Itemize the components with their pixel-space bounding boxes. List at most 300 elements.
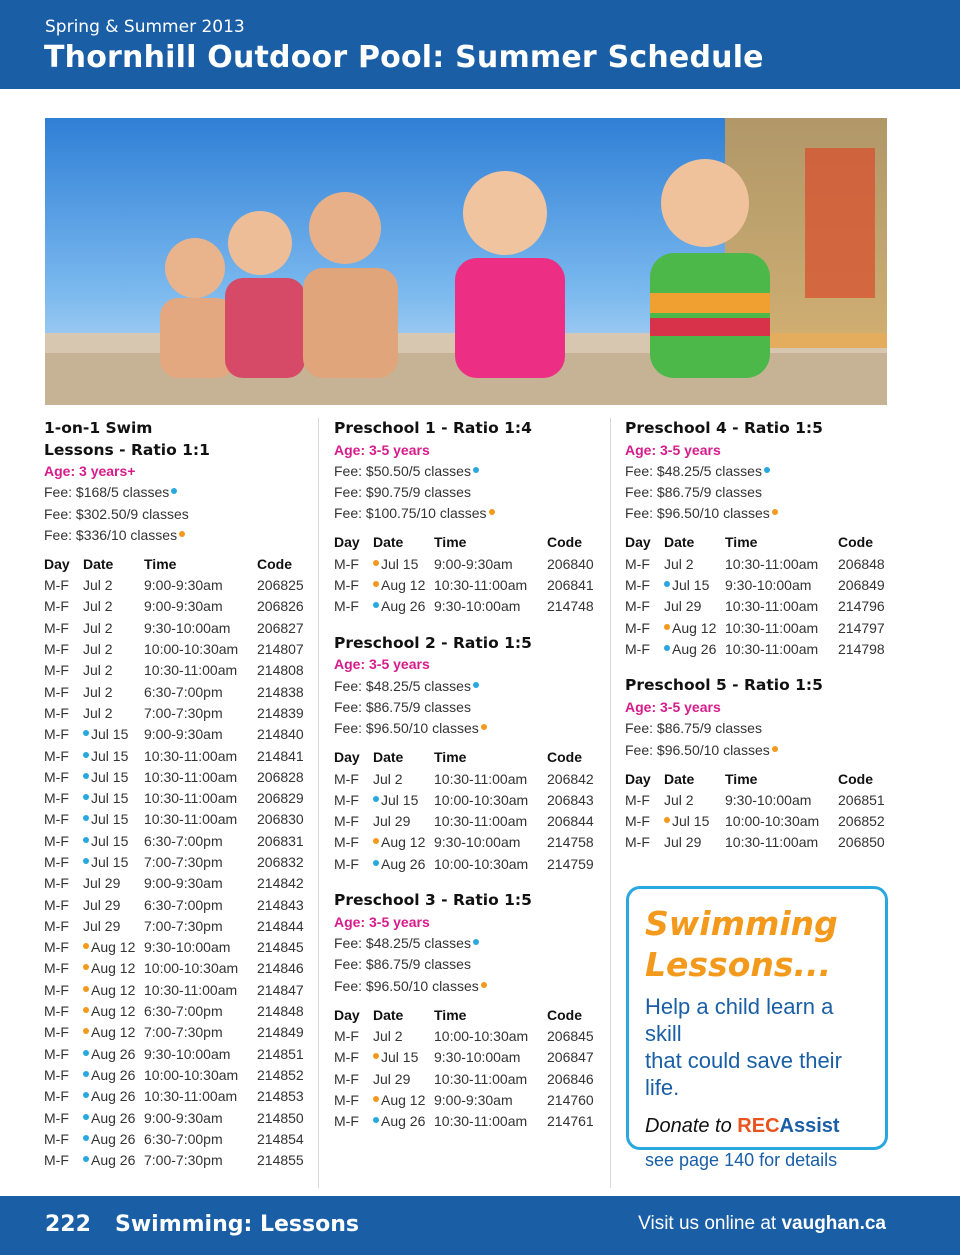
fee-line: [334, 976, 596, 997]
cell-time-text: 10:30-11:00am: [725, 598, 819, 615]
cell-date: [664, 617, 725, 638]
blue-dot-icon: [664, 581, 670, 587]
cell-time: [434, 853, 547, 874]
cell-day-text: M-F: [44, 768, 69, 785]
cell-day-text: M-F: [334, 855, 359, 872]
table-row: [44, 724, 306, 745]
cell-day-text: M-F: [625, 813, 650, 830]
cell-date-text: Aug 12: [91, 960, 136, 977]
cell-code-text: 214797: [838, 619, 885, 636]
age-value: 3-5 years: [369, 441, 430, 458]
cell-code: [257, 681, 306, 702]
orange-dot-icon: [373, 1053, 379, 1059]
cell-day: [334, 1068, 373, 1089]
cell-time: [434, 1111, 547, 1132]
fee-text: Fee: $96.50/10 classes: [334, 720, 479, 737]
fee-text: Fee: $86.75/9 classes: [625, 720, 762, 737]
orange-dot-icon: [481, 724, 487, 730]
table-header-row: [334, 747, 596, 768]
table-row: [44, 1064, 306, 1085]
cell-date-text: Jul 2: [83, 641, 113, 658]
cell-day: [334, 553, 373, 574]
cell-date: [373, 1047, 434, 1068]
cell-day: [625, 574, 664, 595]
cell-time-text: 10:30-11:00am: [725, 834, 819, 851]
cell-date: [664, 638, 725, 659]
cell-time-text: 9:00-9:30am: [144, 598, 223, 615]
cell-time: [434, 1068, 547, 1089]
cell-date-text: Jul 15: [91, 853, 129, 870]
cell-code-text: 206825: [257, 577, 304, 594]
fee-text: Fee: $96.50/10 classes: [625, 741, 770, 758]
table-header-row: [625, 532, 887, 553]
column-header-time: Time: [434, 1006, 467, 1023]
cell-code-text: 214758: [547, 834, 594, 851]
cell-date: [83, 574, 144, 595]
cell-date-text: Aug 12: [91, 981, 136, 998]
cell-time: [725, 810, 838, 831]
cell-time-text: 10:30-11:00am: [434, 1070, 528, 1087]
cell-time: [144, 702, 257, 723]
cell-day-text: M-F: [334, 598, 359, 615]
cell-day-text: M-F: [334, 791, 359, 808]
cell-time-text: 9:00-9:30am: [144, 875, 223, 892]
schedule-table: [334, 1004, 596, 1132]
cell-time-text: 10:30-11:00am: [144, 981, 238, 998]
donate-line: [645, 1115, 869, 1138]
cell-date-text: Jul 15: [381, 1049, 419, 1066]
cell-day-text: M-F: [44, 832, 69, 849]
cell-day-text: M-F: [334, 576, 359, 593]
age-value: 3-5 years: [660, 441, 721, 458]
cell-date-text: Jul 29: [373, 1070, 411, 1087]
cell-code-text: 214759: [547, 855, 594, 872]
cell-time: [434, 789, 547, 810]
cell-date-text: Aug 26: [381, 855, 426, 872]
cell-code-text: 206842: [547, 770, 594, 787]
cell-day: [44, 638, 83, 659]
cell-code: [257, 787, 306, 808]
table-row: [44, 958, 306, 979]
assist-logo-text: Assist: [779, 1115, 840, 1137]
cell-code-text: 206851: [838, 791, 885, 808]
photo-illustration: [45, 118, 887, 405]
cell-date: [83, 1086, 144, 1107]
section-preschool3: [334, 890, 596, 1131]
blue-dot-icon: [83, 815, 89, 821]
cell-date: [83, 873, 144, 894]
column-header-day: Day: [625, 770, 651, 787]
column-header-time: Time: [434, 534, 467, 551]
cell-date: [373, 789, 434, 810]
cell-date: [83, 702, 144, 723]
cell-date: [83, 979, 144, 1000]
fee-line: [625, 461, 887, 482]
column-header-code: Code: [838, 534, 873, 551]
orange-dot-icon: [481, 982, 487, 988]
cell-time: [144, 958, 257, 979]
cell-code-text: 206845: [547, 1027, 594, 1044]
cell-code-text: 214849: [257, 1024, 304, 1041]
age-value: 3 years+: [79, 463, 136, 479]
cell-day-text: M-F: [44, 619, 69, 636]
table-row: [44, 1000, 306, 1021]
fee-line: [625, 718, 887, 739]
column-header-date: Date: [373, 749, 404, 766]
table-row: [625, 617, 887, 638]
table-row: [44, 851, 306, 872]
cell-date: [373, 1089, 434, 1110]
cell-day-text: M-F: [44, 641, 69, 658]
cell-day: [44, 787, 83, 808]
table-header-row: [44, 553, 306, 574]
column-header-date: Date: [664, 770, 695, 787]
cell-day-text: M-F: [334, 770, 359, 787]
fee-text: Fee: $96.50/10 classes: [625, 505, 770, 522]
cell-time-text: 6:30-7:00pm: [144, 832, 223, 849]
table-row: [44, 617, 306, 638]
cell-date: [83, 596, 144, 617]
cell-time: [144, 638, 257, 659]
cell-date: [664, 789, 725, 810]
cell-code-text: 214846: [257, 960, 304, 977]
cell-day-text: M-F: [44, 896, 69, 913]
cell-day: [44, 1064, 83, 1085]
cell-day: [334, 832, 373, 853]
blue-dot-icon: [473, 939, 479, 945]
blue-dot-icon: [83, 1071, 89, 1077]
cell-time-text: 10:00-10:30am: [725, 813, 820, 830]
table-row: [44, 915, 306, 936]
cell-code-text: 206843: [547, 791, 594, 808]
cell-date-text: Jul 29: [664, 834, 702, 851]
cell-date: [83, 830, 144, 851]
cell-date-text: Aug 12: [381, 1091, 426, 1108]
blue-dot-icon: [373, 860, 379, 866]
cell-date: [83, 660, 144, 681]
cell-day: [44, 958, 83, 979]
cell-day: [44, 1150, 83, 1171]
cell-code-text: 206846: [547, 1070, 594, 1087]
table-row: [625, 810, 887, 831]
fee-line: [625, 482, 887, 503]
cell-date: [373, 768, 434, 789]
blue-dot-icon: [83, 794, 89, 800]
cell-code-text: 214852: [257, 1066, 304, 1083]
cell-date-text: Aug 26: [672, 640, 717, 657]
cell-date-text: Jul 15: [381, 555, 419, 572]
promo-message-line2: that could save their life.: [645, 1048, 842, 1100]
cell-code: [257, 809, 306, 830]
table-header-row: [625, 768, 887, 789]
cell-date: [373, 574, 434, 595]
cell-code: [547, 1068, 596, 1089]
cell-day: [625, 832, 664, 853]
cell-date: [373, 596, 434, 617]
cell-time: [144, 745, 257, 766]
cell-date-text: Aug 26: [91, 1066, 136, 1083]
cell-date: [373, 810, 434, 831]
cell-time: [434, 768, 547, 789]
cell-time-text: 9:30-10:00am: [144, 619, 231, 636]
table-row: [334, 553, 596, 574]
cell-date: [664, 596, 725, 617]
cell-time-text: 9:30-10:00am: [434, 598, 521, 615]
table-row: [334, 853, 596, 874]
blue-dot-icon: [171, 488, 177, 494]
cell-code: [838, 810, 887, 831]
cell-code: [257, 702, 306, 723]
fee-list: [44, 482, 306, 546]
cell-day: [625, 638, 664, 659]
fee-text: Fee: $336/10 classes: [44, 526, 178, 543]
cell-code-text: 206841: [547, 576, 594, 593]
blue-dot-icon: [373, 1117, 379, 1123]
column-header-day: Day: [625, 534, 651, 551]
cell-time-text: 9:30-10:00am: [144, 939, 231, 956]
children-at-pool-photo: [45, 118, 887, 405]
table-row: [44, 809, 306, 830]
cell-code: [257, 766, 306, 787]
cell-day-text: M-F: [625, 555, 650, 572]
section-title: Preschool 3 - Ratio 1:5: [334, 891, 532, 910]
cell-day-text: M-F: [44, 1003, 69, 1020]
cell-time: [434, 553, 547, 574]
cell-code: [257, 1086, 306, 1107]
table-row: [44, 745, 306, 766]
cell-code: [257, 937, 306, 958]
cell-day-text: M-F: [625, 640, 650, 657]
cell-code-text: 206850: [838, 834, 885, 851]
table-row: [625, 553, 887, 574]
orange-dot-icon: [179, 531, 185, 537]
cell-date-text: Jul 2: [373, 770, 403, 787]
cell-date-text: Aug 26: [91, 1045, 136, 1062]
section-preschool1: [334, 418, 596, 617]
cell-time: [144, 809, 257, 830]
fee-text: Fee: $86.75/9 classes: [625, 484, 762, 501]
cell-day: [44, 830, 83, 851]
promo-message: [645, 993, 869, 1101]
cell-code-text: 206828: [257, 768, 304, 785]
cell-day: [44, 724, 83, 745]
cell-day-text: M-F: [44, 875, 69, 892]
cell-day: [625, 617, 664, 638]
cell-date-text: Jul 29: [83, 875, 121, 892]
blue-dot-icon: [83, 730, 89, 736]
table-row: [44, 574, 306, 595]
cell-code: [257, 851, 306, 872]
cell-day: [334, 810, 373, 831]
age-line: [44, 461, 306, 482]
website-link[interactable]: vaughan.ca: [781, 1213, 886, 1234]
table-row: [44, 979, 306, 1000]
cell-code: [547, 1025, 596, 1046]
table-row: [334, 596, 596, 617]
cell-code-text: 214760: [547, 1091, 594, 1108]
cell-code: [547, 768, 596, 789]
fee-line: [334, 954, 596, 975]
table-row: [44, 1128, 306, 1149]
fee-line: [334, 697, 596, 718]
blue-dot-icon: [83, 1092, 89, 1098]
fee-line: [334, 461, 596, 482]
visit-line: [638, 1213, 886, 1235]
cell-time: [144, 766, 257, 787]
page-footer: [0, 1196, 960, 1255]
section-preschool5: [625, 675, 887, 853]
fee-text: Fee: $86.75/9 classes: [334, 698, 471, 715]
section-title: Preschool 4 - Ratio 1:5: [625, 419, 823, 437]
cell-day: [44, 766, 83, 787]
cell-code-text: 214844: [257, 917, 304, 934]
cell-date: [373, 832, 434, 853]
cell-day: [334, 789, 373, 810]
fee-text: Fee: $48.25/5 classes: [625, 462, 762, 479]
fee-list: [625, 718, 887, 761]
cell-day-text: M-F: [44, 662, 69, 679]
cell-time: [144, 596, 257, 617]
cell-day-text: M-F: [625, 598, 650, 615]
cell-date-text: Jul 2: [83, 662, 113, 679]
column-header-date: Date: [664, 534, 695, 551]
cell-date-text: Jul 29: [664, 598, 702, 615]
cell-date: [83, 1022, 144, 1043]
blue-dot-icon: [83, 1050, 89, 1056]
fee-text: Fee: $168/5 classes: [44, 484, 170, 501]
cell-time-text: 7:00-7:30pm: [144, 1024, 223, 1041]
cell-code-text: 214843: [257, 896, 304, 913]
cell-date-text: Aug 12: [672, 619, 717, 636]
cell-time-text: 6:30-7:00pm: [144, 1003, 223, 1020]
schedule-table: [625, 532, 887, 660]
promo-message-line1: Help a child learn a skill: [645, 994, 834, 1046]
cell-code-text: 214851: [257, 1045, 304, 1062]
cell-time-text: 9:30-10:00am: [434, 1049, 521, 1066]
cell-code: [257, 1150, 306, 1171]
cell-date-text: Jul 15: [91, 747, 129, 764]
column-three: [625, 418, 887, 869]
table-row: [44, 638, 306, 659]
cell-date-text: Jul 2: [83, 577, 113, 594]
cell-code-text: 214808: [257, 662, 304, 679]
cell-date-text: Jul 2: [83, 704, 113, 721]
cell-code-text: 214845: [257, 939, 304, 956]
cell-date-text: Jul 2: [83, 619, 113, 636]
blue-dot-icon: [373, 602, 379, 608]
cell-time: [144, 617, 257, 638]
cell-code: [838, 789, 887, 810]
table-row: [625, 574, 887, 595]
cell-time-text: 7:00-7:30pm: [144, 853, 223, 870]
cell-day: [44, 617, 83, 638]
cell-time: [725, 832, 838, 853]
cell-code: [257, 1107, 306, 1128]
cell-code: [547, 789, 596, 810]
cell-day-text: M-F: [44, 683, 69, 700]
cell-day: [44, 745, 83, 766]
cell-code: [838, 596, 887, 617]
orange-dot-icon: [373, 838, 379, 844]
section-title-line2: Lessons - Ratio 1:1: [44, 440, 210, 459]
cell-time-text: 10:30-11:00am: [725, 619, 819, 636]
cell-date: [83, 1150, 144, 1171]
cell-date: [664, 832, 725, 853]
cell-day: [44, 1128, 83, 1149]
cell-date-text: Jul 29: [83, 917, 121, 934]
cell-day: [44, 1086, 83, 1107]
cell-day-text: M-F: [625, 576, 650, 593]
cell-day-text: M-F: [44, 1109, 69, 1126]
cell-date: [83, 745, 144, 766]
table-row: [44, 1043, 306, 1064]
cell-time-text: 10:00-10:30am: [434, 1027, 529, 1044]
cell-time: [144, 851, 257, 872]
cell-code: [257, 617, 306, 638]
age-label: Age:: [334, 913, 366, 930]
table-row: [625, 832, 887, 853]
table-row: [625, 789, 887, 810]
age-line: [334, 654, 596, 675]
cell-time-text: 9:30-10:00am: [434, 834, 521, 851]
orange-dot-icon: [83, 943, 89, 949]
cell-date-text: Jul 15: [672, 576, 710, 593]
page-header: [0, 0, 960, 89]
table-row: [44, 660, 306, 681]
column-header-time: Time: [725, 534, 758, 551]
cell-code: [547, 574, 596, 595]
cell-day-text: M-F: [334, 1070, 359, 1087]
cell-day: [334, 1047, 373, 1068]
cell-code: [547, 853, 596, 874]
details-link[interactable]: see page 140 for details: [645, 1150, 838, 1170]
cell-code-text: 214748: [547, 598, 594, 615]
cell-time-text: 10:30-11:00am: [144, 790, 238, 807]
cell-code: [257, 1000, 306, 1021]
cell-date-text: Aug 12: [381, 834, 426, 851]
cell-day-text: M-F: [625, 834, 650, 851]
cell-code: [257, 958, 306, 979]
fee-list: [334, 933, 596, 997]
cell-time-text: 10:00-10:30am: [144, 1066, 239, 1083]
fee-text: Fee: $100.75/10 classes: [334, 505, 487, 522]
cell-code: [257, 830, 306, 851]
cell-time: [725, 617, 838, 638]
cell-day: [44, 873, 83, 894]
cell-day: [44, 809, 83, 830]
cell-code: [547, 553, 596, 574]
cell-day-text: M-F: [44, 1024, 69, 1041]
cell-day: [334, 1025, 373, 1046]
fee-line: [44, 525, 306, 546]
column-header-date: Date: [373, 1006, 404, 1023]
cell-code: [257, 915, 306, 936]
cell-date: [83, 1107, 144, 1128]
fee-text: Fee: $90.75/9 classes: [334, 484, 471, 501]
orange-dot-icon: [83, 964, 89, 970]
cell-day: [44, 894, 83, 915]
column-header-day: Day: [334, 749, 360, 766]
cell-date-text: Aug 12: [91, 939, 136, 956]
schedule-table: [44, 553, 306, 1171]
cell-time: [434, 1089, 547, 1110]
table-row: [44, 1107, 306, 1128]
cell-day-text: M-F: [625, 619, 650, 636]
table-row: [44, 873, 306, 894]
age-value: 3-5 years: [369, 656, 430, 673]
cell-time-text: 10:00-10:30am: [144, 960, 239, 977]
cell-date-text: Jul 29: [83, 896, 121, 913]
